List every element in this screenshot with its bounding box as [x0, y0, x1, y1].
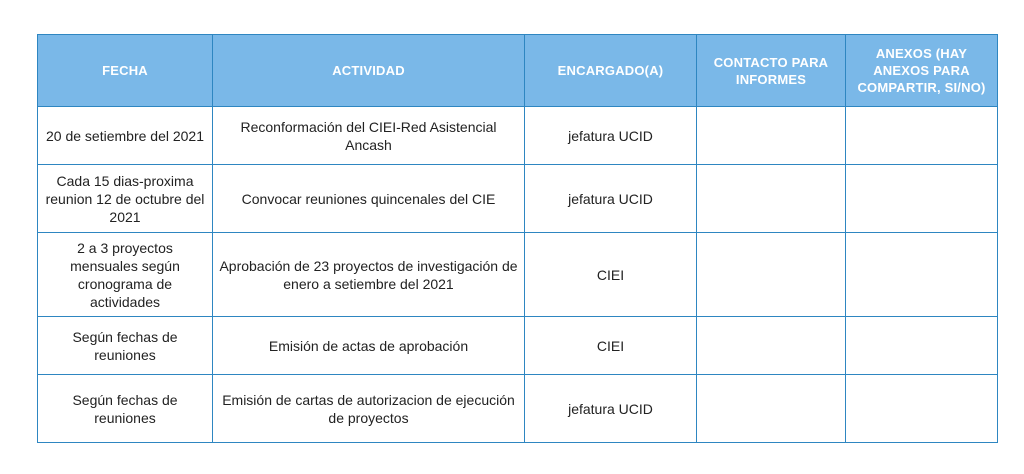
table-row	[38, 233, 998, 317]
cell-anexos	[846, 165, 998, 233]
cell-anexos	[846, 233, 998, 317]
cell-contacto	[697, 233, 846, 317]
table-row	[38, 317, 998, 375]
cell-encargado: jefatura UCID	[525, 107, 697, 165]
cell-actividad: Emisión de actas de aprobación	[213, 317, 525, 375]
cell-anexos	[846, 317, 998, 375]
cell-contacto	[697, 165, 846, 233]
cell-actividad: Emisión de cartas de autorizacion de ejecución de proyectos	[213, 375, 525, 443]
table-row	[38, 107, 998, 165]
cell-encargado: CIEI	[525, 317, 697, 375]
cell-encargado: CIEI	[525, 233, 697, 317]
header-row	[38, 35, 998, 107]
cell-contacto	[697, 107, 846, 165]
cell-anexos	[846, 107, 998, 165]
header-encargado: ENCARGADO(A)	[525, 35, 697, 107]
cell-contacto	[697, 375, 846, 443]
table-row	[38, 165, 998, 233]
header-actividad: ACTIVIDAD	[213, 35, 525, 107]
activity-table	[37, 34, 998, 443]
header-contacto: CONTACTO PARA INFORMES	[697, 35, 846, 107]
cell-fecha: Según fechas de reuniones	[38, 375, 213, 443]
cell-actividad: Convocar reuniones quincenales del CIE	[213, 165, 525, 233]
cell-encargado: jefatura UCID	[525, 165, 697, 233]
cell-actividad: Aprobación de 23 proyectos de investigación de enero a setiembre del 2021	[213, 233, 525, 317]
header-anexos: ANEXOS (HAY ANEXOS PARA COMPARTIR, SI/NO)	[846, 35, 998, 107]
cell-fecha: Cada 15 dias-proxima reunion 12 de octubre del 2021	[38, 165, 213, 233]
table-row	[38, 375, 998, 443]
header-fecha: FECHA	[38, 35, 213, 107]
cell-actividad: Reconformación del CIEI-Red Asistencial Ancash	[213, 107, 525, 165]
cell-anexos	[846, 375, 998, 443]
cell-fecha: 20 de setiembre del 2021	[38, 107, 213, 165]
cell-fecha: Según fechas de reuniones	[38, 317, 213, 375]
cell-fecha: 2 a 3 proyectos mensuales según cronograma de actividades	[38, 233, 213, 317]
cell-contacto	[697, 317, 846, 375]
cell-encargado: jefatura UCID	[525, 375, 697, 443]
